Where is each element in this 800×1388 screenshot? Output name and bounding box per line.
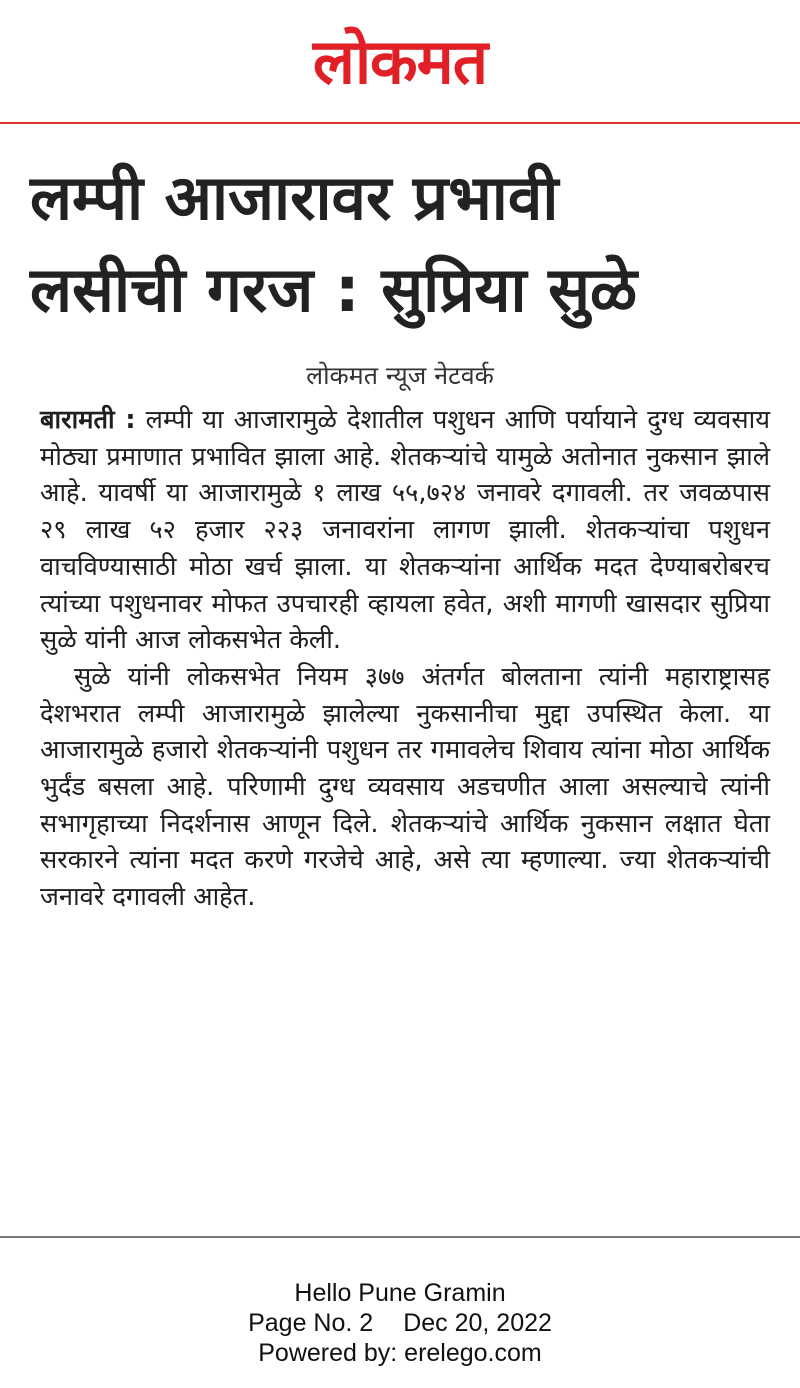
byline: लोकमत न्यूज नेटवर्क: [306, 361, 494, 390]
masthead-divider: [0, 122, 800, 124]
paragraph-1-text: लम्पी या आजारामुळे देशातील पशुधन आणि पर्यायाने दुग्ध व्यवसाय मोठ्या प्रमाणात प्रभावित झाला आहे. शेतकऱ्यांचे यामुळे अतोनात नुकसान झाले आहे. यावर्षी या आजारामुळे १ लाख ५५,७२४ जनावरे दगावली. तर जवळपास २९ लाख ५२ हजार २२३ जनावरांना लागण झाली. शेतकऱ्यांचा पशुधन वाचविण्यासाठी मोठा खर्च झाला. या शेतकऱ्यांना आर्थिक मदत देण्याबरोबरच त्यांच्या पशुधनावर मोफत उपचारही व्हायला हवेत, अशी मागणी खासदार सुप्रिया सुळे यांनी आज लोकसभेत केली.: [40, 405, 770, 656]
footer-edition: Hello Pune Gramin: [294, 1279, 506, 1307]
dateline: बारामती :: [40, 405, 136, 435]
article-headline: [30, 152, 790, 336]
footer: [0, 1278, 800, 1368]
headline-line-1: लम्पी आजारावर प्रभावी: [30, 161, 559, 234]
footer-powered-by: Powered by: erelego.com: [258, 1339, 542, 1367]
lokmat-logo: लोकमत: [312, 25, 488, 98]
article-paragraph-2: सुळे यांनी लोकसभेत नियम ३७७ अंतर्गत बोलताना त्यांनी महाराष्ट्रासह देशभरात लम्पी आजारामुळे झालेल्या नुकसानीचा मुद्दा उपस्थित केला. या आजारामुळे हजारो शेतकऱ्यांनी पशुधन तर गमावलेच शिवाय त्यांना मोठा आर्थिक भुर्दंड बसला आहे. परिणामी दुग्ध व्यवसाय अडचणीत आला असल्याचे त्यांनी सभागृहाच्या निदर्शनास आणून दिले. शेतकऱ्यांचे आर्थिक नुकसान लक्षात घेता सरकारने त्यांना मदत करणे गरजेचे आहे, असे त्या म्हणाल्या. ज्या शेतकऱ्यांची जनावरे दगावली आहेत.: [40, 661, 770, 913]
headline-line-2: लसीची गरज : सुप्रिया सुळे: [30, 253, 638, 326]
article-body: [40, 402, 770, 916]
footer-page-no: Page No. 2: [248, 1309, 374, 1337]
footer-divider: [0, 1236, 800, 1238]
article-paragraph-1: [40, 402, 770, 659]
footer-page-date: [0, 1308, 800, 1338]
masthead: [0, 0, 800, 124]
footer-date: Dec 20, 2022: [403, 1309, 552, 1337]
